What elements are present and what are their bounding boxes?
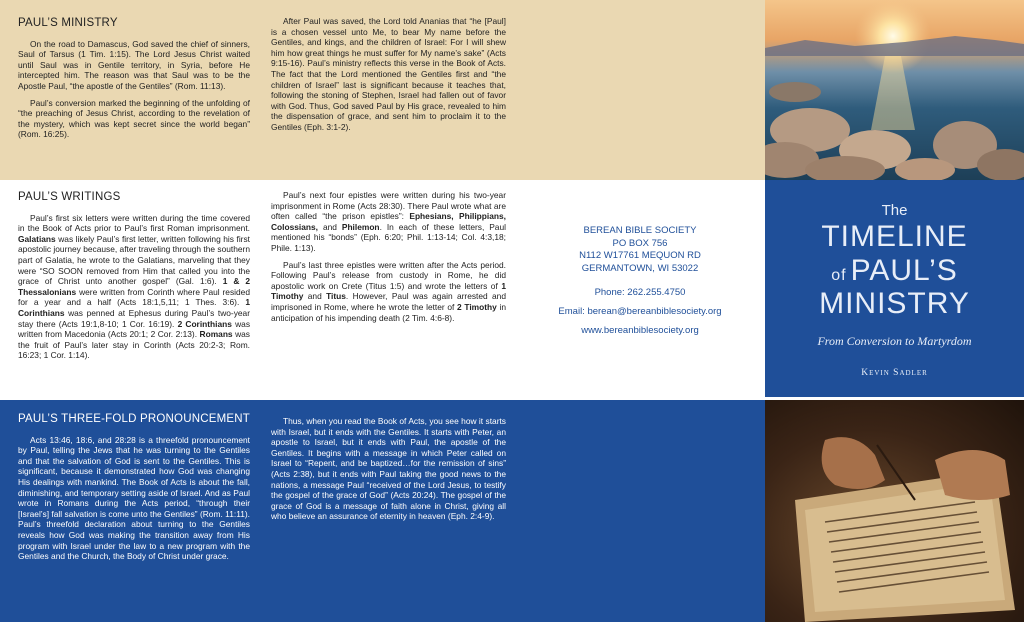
hands-writing-scroll-photo	[765, 400, 1024, 622]
contact-block	[540, 225, 740, 337]
sunset-lake-photo	[765, 0, 1024, 180]
ministry-paragraph-2: Paul’s conversion marked the beginning of the unfolding of “the preaching of Jesus Christ, according to the revelation of the mystery, which was kept secret since the world began” (Rom. 16:25).	[18, 97, 250, 140]
ministry-paragraph-3: After Paul was saved, the Lord told Ananias that “he [Paul] is a chosen vessel unto Me, to bear My name before the Gentiles, and kings, and the children of Israel: For I will shew him how great things he must suffer for My name’s sake” (Acts 9:15-16). Paul’s ministry reflects this verse in the Book of Acts. The fact that the Lord mentioned the Gentiles first and “the children of Israel” last is significant because it teaches that, following the stoning of Stephen, Israel had fallen out of favor with God. Thus, God saved Paul by His grace, revealed to him the dispensation of grace, and sent him to proclaim it to the Gentiles (Eph. 3:1-2).	[271, 16, 506, 132]
city-address: GERMANTOWN, WI 53022	[581, 262, 699, 274]
ministry-paragraph-1: On the road to Damascus, God saved the chief of sinners, Saul of Tarsus (1 Tim. 1:15). The Lord Jesus Christ waited until Saul was in Gentile territory, in Syria, before He intercepted him. The reason was that Saul was to be the Apostle Paul, “the apostle of the Gentiles” (Rom. 11:13).	[18, 38, 250, 91]
writings-column-right	[271, 190, 506, 329]
writings-paragraph-3: Paul’s last three epistles were written after the Acts period. Following Paul’s release from custody in Rome, he did apostolic work on Crete (Titus 1:5) and wrote the letters of 1 Timothy and Titus. However, Paul was again arrested and imprisoned in Rome, where he wrote the letter of 2 Timothy in anticipation of his impending death (2 Tim. 4:6-8).	[271, 259, 506, 323]
scroll-illustration	[765, 400, 1024, 622]
pronouncement-paragraph-2: Thus, when you read the Book of Acts, you see how it starts with Israel, but it ends with the Gentiles. It starts with Peter, an apostle to Israel, but it ends with Paul, the apostle of the Gentiles. It begins with a message in which Peter called on Israel to “Repent, and be baptized…for the remission of sins” (Acts 2:38), but it ends with Paul taking the good news to the nations, a message Paul “received of the Lord Jesus, to testify the gospel of the grace of God” (Acts 20:24). The gospel of the grace of God is a message of faith alone in Christ, giving all who believe an assurance of eternity in heaven (Eph. 2:4-9).	[271, 416, 506, 522]
cover-author: Kevin Sadler	[861, 368, 928, 378]
ministry-band	[0, 0, 765, 180]
writings-column-left	[18, 192, 250, 367]
street-address: N112 W17761 MEQUON RD	[579, 250, 701, 262]
cover-the: The	[881, 202, 908, 219]
society-name: BEREAN BIBLE SOCIETY	[583, 225, 697, 236]
cover-title-timeline: TIMELINE	[821, 220, 968, 253]
phone-number: Phone: 262.255.4750	[594, 287, 686, 299]
writings-paragraph-2: Paul’s next four epistles were written during his two-year imprisonment in Rome (Acts 28:30). There Paul wrote what are often called “the prison epistles”: Ephesians, Philippians, Colossians, and Philemon. In each of these letters, Paul mentioned his “bonds” (Eph. 6:20; Phil. 1:13-14; Col. 4:3,18; Phile. 1:13).	[271, 190, 506, 253]
writings-paragraph-1: Paul’s first six letters were written during the time covered in the Book of Acts prior to Paul’s first Roman imprisonment. Galatians was likely Paul’s first letter, written following his first apostolic journey because, after traveling through the southern part of Galatia, he wrote to the Galatians, marveling that they were “SO SOON removed from Him that called you into the grace of Christ unto another gospel” (Gal. 1:6). 1 & 2 Thessalonians were written from Corinth where Paul resided for a year and a half (Acts 18:1,5,11; 1 Thes. 3:6). 1 Corinthians was penned at Ephesus during Paul’s two-year stay there (Acts 19:1,8-10; 1 Cor. 16:19). 2 Corinthians was written from Macedonia (Acts 20:1; 2 Cor. 2:13). Romans was the fruit of Paul’s later stay in Corinth (Acts 20:2-3; Rom. 16:23; 1 Cor. 1:14).	[18, 212, 251, 361]
cover-title-ministry: MINISTRY	[819, 287, 970, 320]
pronouncement-paragraph-1: Acts 13:46, 18:6, and 28:28 is a threefold pronouncement by Paul, telling the Jews that he was turning to the Gentiles and that the salvation of God is sent to the Gentiles. This is significant, because it demonstrated how God was changing His dealings with mankind. The Book of Acts is about the fall, diminishing, and temporary setting aside of Israel. And as Paul wrote in Romans during the Acts period, “through their [Israel’s] fall salvation is come unto the Gentiles” (Rom. 11:11). Paul’s threefold declaration about turning to the Gentiles reveals how God was making the transition away from His program with Israel under the law to a new program with the Gentiles and the Church, the Body of Christ under grace.	[18, 434, 250, 562]
pronouncement-heading: PAUL’S THREE-FOLD PRONOUNCEMENT	[18, 413, 250, 425]
pronouncement-column-right	[271, 416, 506, 528]
writings-band	[0, 180, 765, 400]
ministry-heading: PAUL’S MINISTRY	[18, 17, 118, 29]
cover-subtitle: From Conversion to Martyrdom	[817, 334, 972, 348]
cover-of: of	[831, 267, 847, 284]
pronouncement-column-left	[18, 414, 250, 568]
ministry-column-left	[18, 18, 250, 146]
po-box: PO BOX 756	[612, 237, 668, 249]
cover-title-pauls: of PAUL’S	[831, 254, 958, 287]
ministry-column-right	[271, 16, 506, 139]
website-link[interactable]: www.bereanbiblesociety.org	[581, 324, 699, 336]
pronouncement-band	[0, 400, 765, 622]
cover-panel	[765, 180, 1024, 400]
email-address[interactable]: Email: berean@bereanbiblesociety.org	[558, 305, 722, 317]
writings-heading: PAUL’S WRITINGS	[18, 191, 121, 203]
sunset-lake-illustration	[765, 0, 1024, 180]
